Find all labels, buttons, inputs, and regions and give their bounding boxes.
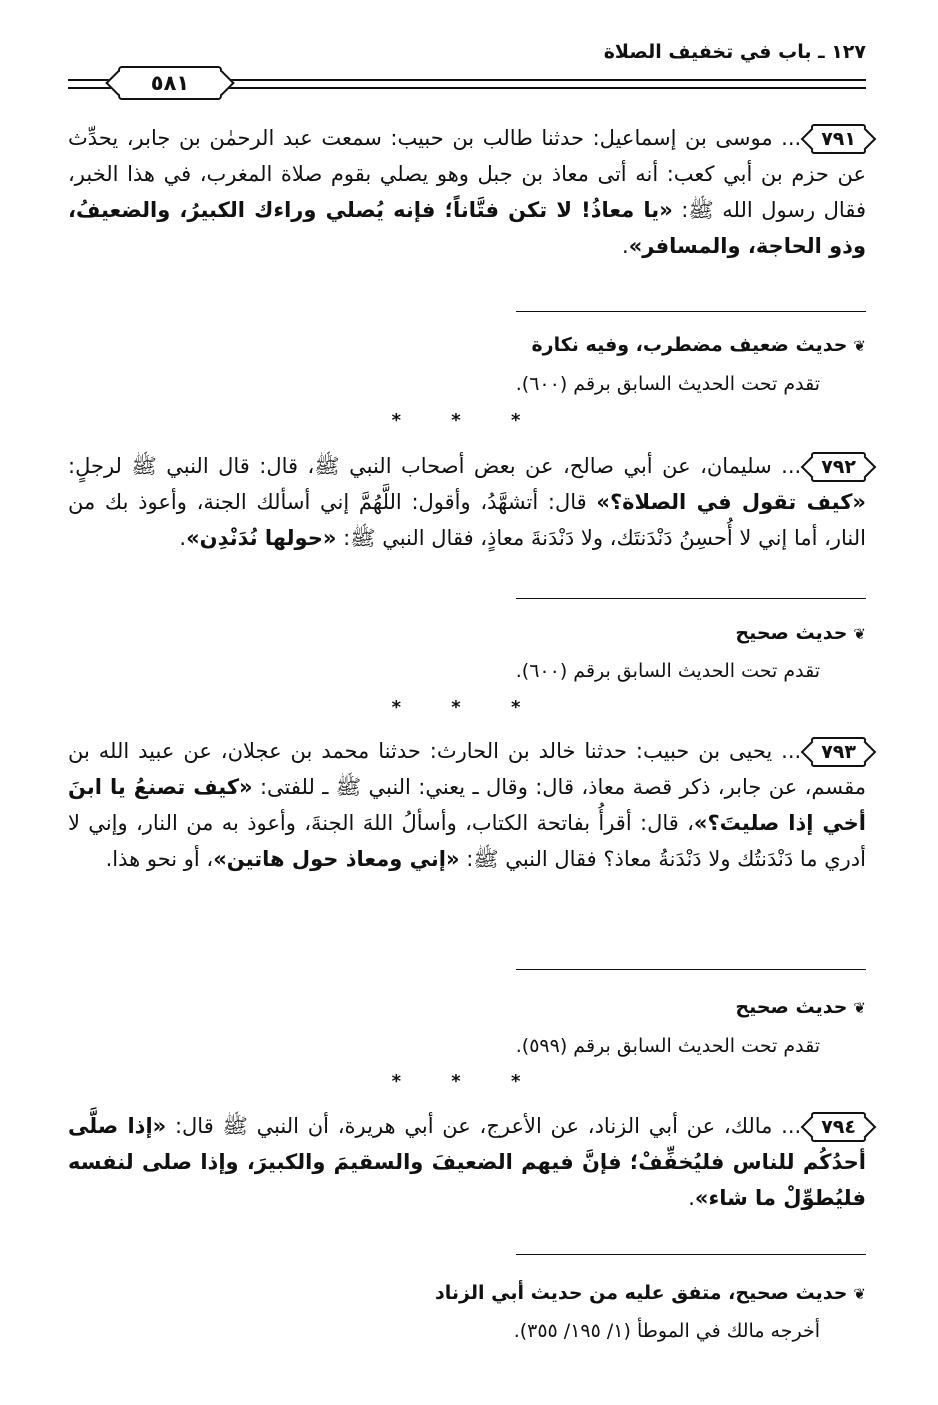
reference-note: تقدم تحت الحديث السابق برقم (٦٠٠). [515,660,820,682]
grade-text: حديث صحيح، متفق عليه من حديث أبي الزناد [435,1282,848,1304]
grade-label [735,992,866,1023]
grade-text: حديث صحيح [735,996,848,1018]
hadith-text: ... مالك، عن أبي الزناد، عن الأعرج، عن أبي هريرة، أن النبي ﷺ قال: [166,1114,802,1138]
reference-note: تقدم تحت الحديث السابق برقم (٦٠٠). [515,373,820,395]
leaf-icon: ❦ [853,625,866,643]
leaf-icon: ❦ [853,1285,866,1303]
hadith-text: ، قال: أقرأُ بفاتحة الكتاب، وأسألُ اللهَ الجنةَ، وأعوذ به من النار، وإني لا أدري ما دَنْدَنتُك ولا دَنْدَنةُ معاذ؟ فقال النبي ﷺ: [68,811,866,871]
separator-line [516,311,866,312]
leaf-icon: ❦ [853,999,866,1017]
section-stars: * * * [391,1071,543,1092]
hadith-text-end: . [622,234,629,258]
prophetic-quote: «إني ومعاذ حول هاتين» [213,847,460,871]
prophetic-quote: «كيف تقول في الصلاة؟» [596,490,866,514]
prophetic-quote: «حولها نُدَنْدِن» [186,526,337,550]
chapter-title: ١٢٧ ـ باب في تخفيف الصلاة [603,41,866,63]
section-stars: * * * [391,410,543,431]
hadith-text: ... يحيى بن حبيب: حدثنا خالد بن الحارث: حدثنا محمد بن عجلان، عن عبيد الله بن مقسم، عن جابر، ذكر قصة معاذ، قال: وقال ـ يعني: النبي ﷺ ـ للفتى: [68,739,866,799]
grade-text: حديث ضعيف مضطرب، وفيه نكارة [531,334,848,356]
hadith-text-end: ، أو نحو هذا. [105,847,214,871]
hadith-number: ٧٩١ [811,124,866,154]
grade-label [435,1278,866,1309]
hadith-792 [68,448,866,556]
hadith-text: قال: أتشهَّدُ، وأقول: اللَّهُمَّ إني أسألك الجنة، وأعوذ بك من النار، أما إني لا أُحسِنُ دَنْدَنتَك، ولا دَنْدَنةَ معاذٍ، فقال النبي ﷺ: [68,490,866,550]
reference-note: أخرجه مالك في الموطأ (١/ ١٩٥/ ٣٥٥). [513,1320,820,1342]
separator-line [516,598,866,599]
hadith-number: ٧٩٤ [811,1112,866,1142]
hadith-number: ٧٩٣ [811,737,866,767]
hadith-number: ٧٩٢ [811,452,866,482]
prophetic-quote: «يا معاذُ! لا تكن فتَّاناً؛ فإنه يُصلي وراءك الكبيرُ، والضعيفُ، وذو الحاجة، والمسافر» [68,198,866,258]
separator-line [516,1254,866,1255]
hadith-text: ... سليمان، عن أبي صالح، عن بعض أصحاب النبي ﷺ، قال: قال النبي ﷺ لرجلٍ: [68,454,802,478]
header-rule [68,64,866,100]
grade-label [735,618,866,649]
hadith-text: ... موسى بن إسماعيل: حدثنا طالب بن حبيب: سمعت عبد الرحمٰن بن جابر، يحدِّث عن حزم بن أبي كعب: أنه أتى معاذ بن جبل وهو يصلي بقوم صلاة المغرب، في هذا الخبر، فقال رسول الله ﷺ: [68,126,866,222]
reference-note: تقدم تحت الحديث السابق برقم (٥٩٩). [515,1035,820,1057]
hadith-text-end: . [179,526,187,550]
hadith-text-end: . [688,1186,695,1210]
hadith-791 [68,120,866,264]
grade-label [531,330,866,361]
hadith-793 [68,733,866,877]
hadith-794 [68,1108,866,1216]
grade-text: حديث صحيح [735,622,848,644]
leaf-icon: ❦ [853,337,866,355]
page-number: ٥٨١ [118,66,222,100]
separator-line [516,969,866,970]
section-stars: * * * [391,697,543,718]
prophetic-quote: «كيف تصنعُ يا ابنَ أخي إذا صليتَ؟» [68,775,866,835]
prophetic-quote: «إذا صلَّى أحدُكُم للناس فليُخفِّفْ؛ فإنَّ فيهم الضعيفَ والسقيمَ والكبيرَ، وإذا صلى لنفسه فليُطوِّلْ ما شاء» [68,1114,866,1210]
